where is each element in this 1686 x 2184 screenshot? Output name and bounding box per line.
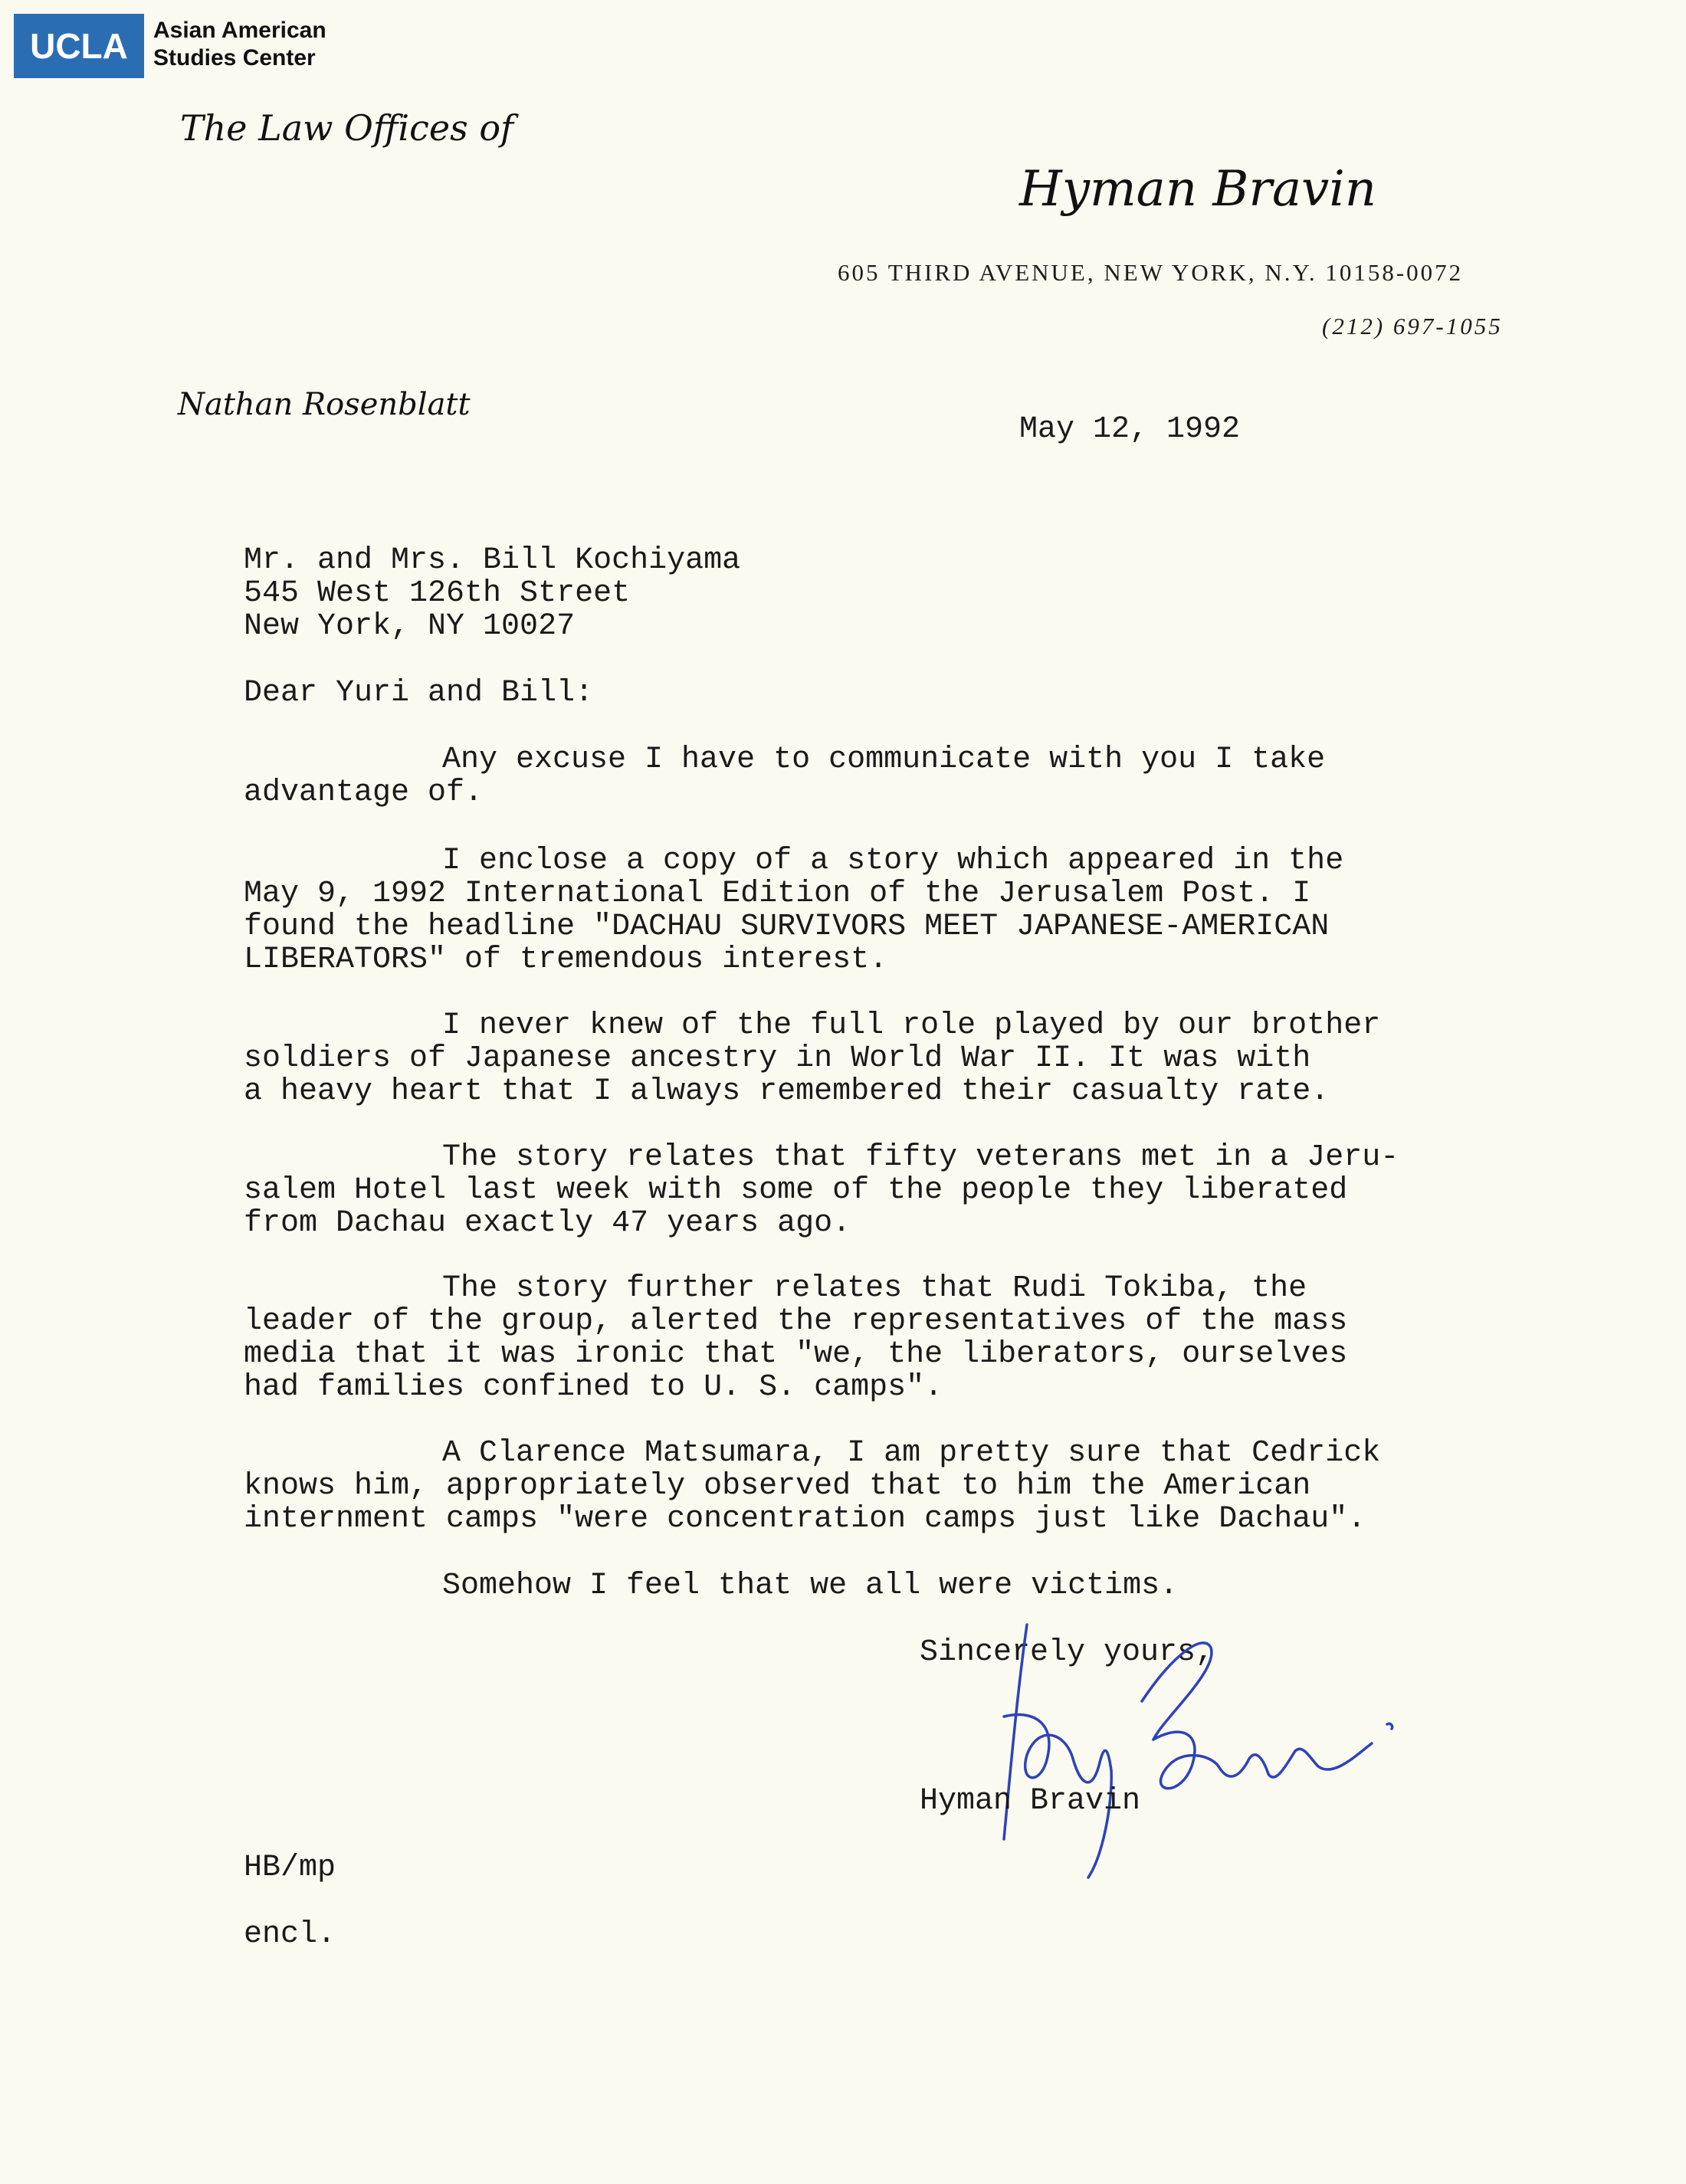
center-name bbox=[153, 17, 353, 72]
paragraph-line: I never knew of the full role played by our brother bbox=[442, 1008, 1381, 1043]
letterhead-address: 605 THIRD AVENUE, NEW YORK, N.Y. 10158-0072 bbox=[838, 259, 1464, 286]
signer-name: Hyman Bravin bbox=[920, 1784, 1141, 1818]
letterhead-firm-name: Hyman Bravin bbox=[1019, 161, 1376, 218]
paragraph-line: Any excuse I have to communicate with you I take bbox=[442, 743, 1326, 777]
paragraph-line: The story further relates that Rudi Tokiba, the bbox=[442, 1271, 1307, 1306]
paragraph-line: LIBERATORS" of tremendous interest. bbox=[244, 943, 888, 977]
handwritten-signature bbox=[973, 1609, 1433, 1885]
recipient-line: Mr. and Mrs. Bill Kochiyama bbox=[244, 543, 741, 578]
paragraph-line: leader of the group, alerted the representatives of the mass bbox=[244, 1304, 1348, 1339]
ucla-logo-badge: UCLA bbox=[14, 14, 144, 78]
letterhead-offices: The Law Offices of bbox=[180, 107, 514, 149]
paragraph-line: advantage of. bbox=[244, 776, 484, 810]
paragraph-line: The story relates that fifty veterans met in a Jeru- bbox=[442, 1140, 1399, 1175]
paragraph-line: May 9, 1992 International Edition of the Jerusalem Post. I bbox=[244, 877, 1311, 911]
paragraph-6 bbox=[244, 1437, 1380, 1536]
letter-date: May 12, 1992 bbox=[1019, 412, 1241, 447]
paragraph-2 bbox=[244, 844, 1343, 976]
recipient-address bbox=[244, 544, 740, 643]
paragraph-line: from Dachau exactly 47 years ago. bbox=[244, 1206, 851, 1241]
paragraph-line: soldiers of Japanese ancestry in World War II. It was with bbox=[244, 1041, 1311, 1076]
paragraph-7: Somehow I feel that we all were victims. bbox=[442, 1569, 1179, 1603]
paragraph-line: A Clarence Matsumara, I am pretty sure that Cedrick bbox=[442, 1436, 1381, 1471]
paragraph-4 bbox=[244, 1141, 1399, 1240]
paragraph-line: I enclose a copy of a story which appeared in the bbox=[442, 844, 1344, 878]
paragraph-line: found the headline "DACHAU SURVIVORS MEET JAPANESE-AMERICAN bbox=[244, 910, 1330, 944]
center-name-line1: Asian American bbox=[153, 18, 326, 43]
typist-initials: HB/mp bbox=[244, 1851, 336, 1885]
paragraph-line: knows him, appropriately observed that to him the American bbox=[244, 1469, 1311, 1504]
paragraph-3 bbox=[244, 1009, 1380, 1108]
paragraph-line: internment camps "were concentration camps just like Dachau". bbox=[244, 1502, 1366, 1536]
enclosure-note: encl. bbox=[244, 1917, 336, 1952]
paragraph-line: media that it was ironic that "we, the liberators, ourselves bbox=[244, 1337, 1348, 1372]
paragraph-5 bbox=[244, 1272, 1347, 1404]
recipient-line: 545 West 126th Street bbox=[244, 576, 631, 611]
paragraph-line: salem Hotel last week with some of the people they liberated bbox=[244, 1173, 1348, 1208]
letterhead-partner: Nathan Rosenblatt bbox=[178, 387, 471, 422]
closing: Sincerely yours, bbox=[920, 1635, 1215, 1670]
paragraph-line: a heavy heart that I always remembered their casualty rate. bbox=[244, 1074, 1330, 1109]
paragraph-1 bbox=[244, 743, 1325, 809]
letterhead-phone: (212) 697-1055 bbox=[1322, 313, 1503, 339]
paragraph-line: had families confined to U. S. camps". bbox=[244, 1370, 943, 1405]
recipient-line: New York, NY 10027 bbox=[244, 609, 576, 644]
center-name-line2: Studies Center bbox=[153, 45, 316, 71]
salutation: Dear Yuri and Bill: bbox=[244, 676, 594, 710]
